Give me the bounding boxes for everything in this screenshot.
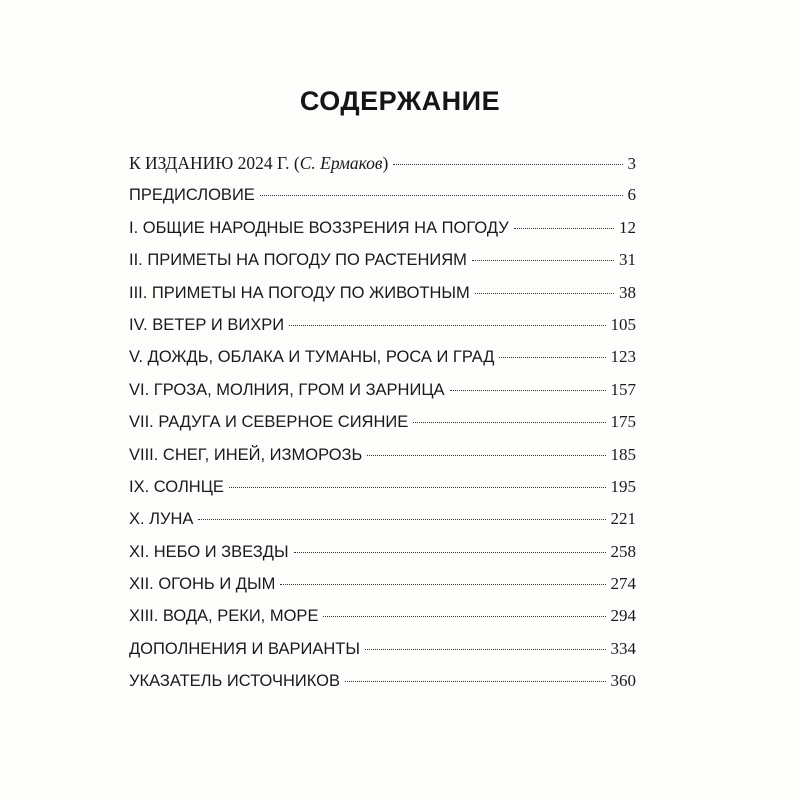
toc-entry-suffix: ) [382, 153, 389, 173]
toc-entry-label: VI. ГРОЗА, МОЛНИЯ, ГРОМ И ЗАРНИЦА [129, 380, 445, 399]
dot-leader [472, 260, 614, 261]
toc-entry-label: VIII. СНЕГ, ИНЕЙ, ИЗМОРОЗЬ [129, 445, 363, 464]
dot-leader [260, 195, 623, 196]
dot-leader [229, 487, 606, 488]
toc-page-number: 334 [610, 638, 636, 658]
dot-leader [514, 228, 614, 229]
toc-entry-chapter-3 [129, 283, 636, 315]
toc-entry-chapter-4 [129, 315, 636, 347]
toc-entry-label: XIII. ВОДА, РЕКИ, МОРЕ [129, 607, 319, 626]
toc-entry-chapter-7 [129, 412, 636, 444]
toc-entry-label: ДОПОЛНЕНИЯ И ВАРИАНТЫ [129, 639, 360, 658]
toc-entry-chapter-2 [129, 250, 636, 282]
dot-leader [367, 455, 605, 456]
toc-entry-label: II. ПРИМЕТЫ НА ПОГОДУ ПО РАСТЕНИЯМ [129, 251, 467, 270]
toc-entry-label: XI. НЕБО И ЗВЕЗДЫ [129, 542, 289, 561]
toc-page-number: 175 [610, 412, 636, 432]
dot-leader [413, 422, 605, 423]
toc-page-number: 360 [610, 671, 636, 691]
toc-entry-addenda [129, 639, 636, 671]
toc-entry-label [129, 153, 388, 174]
toc-page-number: 6 [627, 185, 636, 205]
toc-page-number: 12 [619, 217, 636, 237]
toc-page-number: 221 [610, 509, 636, 529]
toc-entry-author: С. Ермаков [299, 153, 383, 173]
toc-entry-chapter-5 [129, 347, 636, 379]
toc-page-number: 185 [610, 444, 636, 464]
toc-page-number: 31 [619, 250, 636, 270]
toc-page-number: 274 [610, 574, 636, 594]
toc-page-number: 294 [610, 606, 636, 626]
toc-entry-foreword [129, 185, 636, 217]
toc-page-number: 38 [619, 282, 636, 302]
toc-page-number: 3 [627, 154, 636, 173]
toc-entry-chapter-12 [129, 574, 636, 606]
toc-entry-chapter-11 [129, 542, 636, 574]
toc-entry-chapter-10 [129, 509, 636, 541]
toc-entry-label: IV. ВЕТЕР И ВИХРИ [129, 315, 285, 334]
dot-leader [475, 293, 614, 294]
dot-leader [289, 325, 605, 326]
toc-page-number: 123 [610, 347, 636, 367]
toc-entry-sources-index [129, 671, 636, 703]
dot-leader [450, 390, 606, 391]
toc-entry-prefix: К ИЗДАНИЮ 2024 Г. ( [129, 153, 300, 173]
page-title: СОДЕРЖАНИЕ [299, 86, 501, 116]
dot-leader [323, 616, 605, 617]
toc-entry-chapter-9 [129, 477, 636, 509]
toc-entry-chapter-8 [129, 445, 636, 477]
toc-entry-chapter-13 [129, 606, 636, 638]
toc-entry-label: IX. СОЛНЦЕ [129, 477, 224, 496]
toc-page-number: 157 [610, 379, 636, 399]
toc-page-number: 195 [610, 476, 636, 496]
toc-entry-label: VII. РАДУГА И СЕВЕРНОЕ СИЯНИЕ [129, 413, 409, 432]
dot-leader [345, 681, 606, 682]
dot-leader [499, 357, 605, 358]
toc-entry-label: ПРЕДИСЛОВИЕ [129, 186, 255, 205]
dot-leader [280, 584, 605, 585]
toc-entry-label: III. ПРИМЕТЫ НА ПОГОДУ ПО ЖИВОТНЫМ [129, 283, 470, 302]
toc-page-number: 258 [610, 541, 636, 561]
toc-entry-label: УКАЗАТЕЛЬ ИСТОЧНИКОВ [129, 672, 340, 691]
dot-leader [393, 164, 622, 165]
toc-entry-label: I. ОБЩИЕ НАРОДНЫЕ ВОЗЗРЕНИЯ НА ПОГОДУ [129, 218, 509, 237]
toc-page-number: 105 [610, 314, 636, 334]
dot-leader [198, 519, 605, 520]
toc-list [129, 153, 636, 704]
toc-entry-label: X. ЛУНА [129, 510, 194, 529]
toc-entry-chapter-1 [129, 218, 636, 250]
dot-leader [294, 552, 606, 553]
dot-leader [365, 649, 606, 650]
toc-entry-preface-2024 [129, 153, 636, 185]
toc-entry-label: XII. ОГОНЬ И ДЫМ [129, 575, 276, 594]
toc-entry-chapter-6 [129, 380, 636, 412]
toc-entry-label: V. ДОЖДЬ, ОБЛАКА И ТУМАНЫ, РОСА И ГРАД [129, 348, 495, 367]
